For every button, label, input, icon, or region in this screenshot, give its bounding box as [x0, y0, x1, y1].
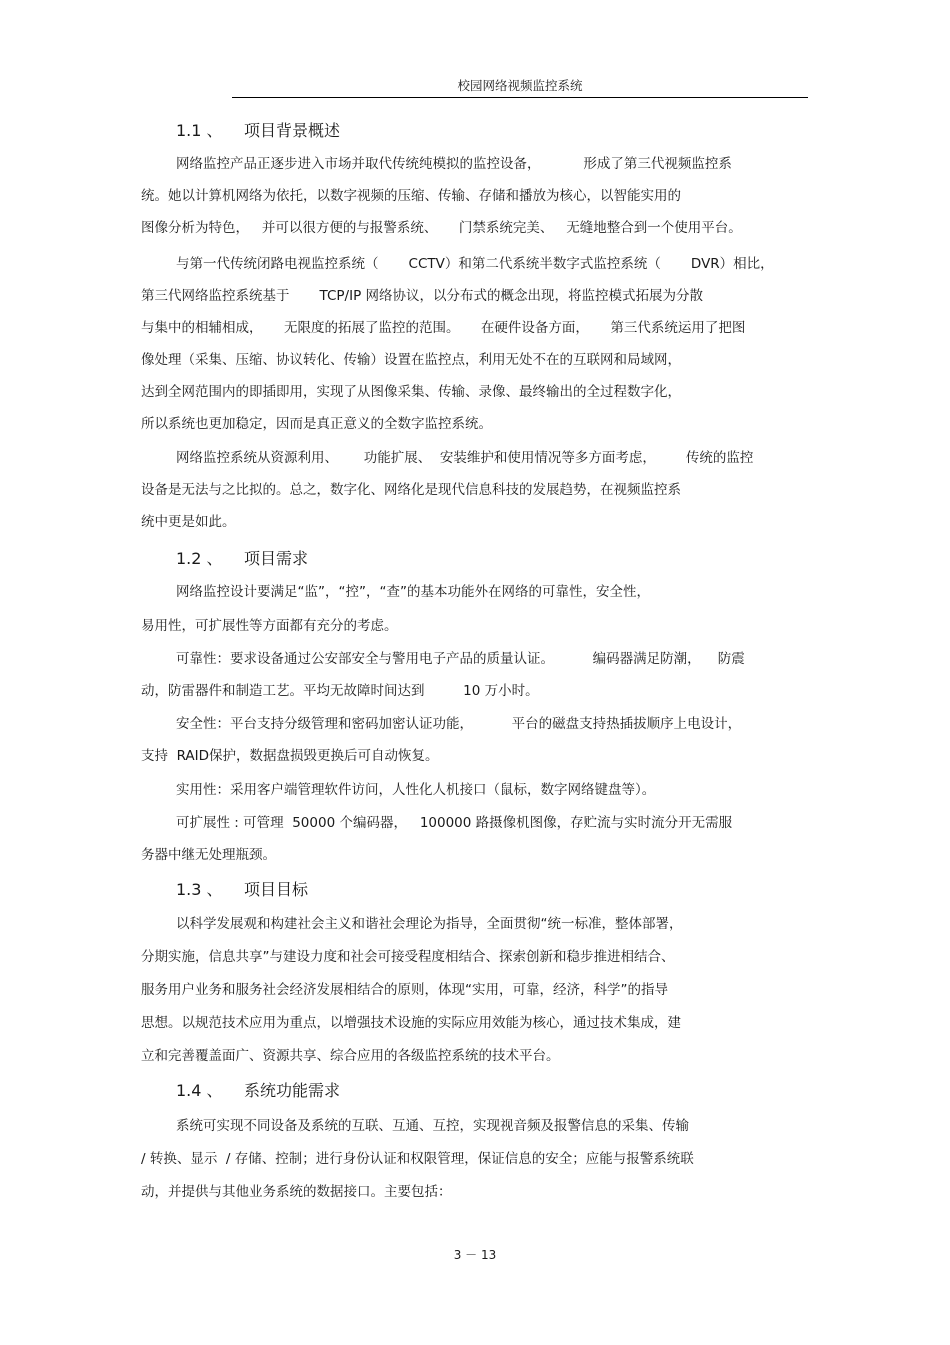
paragraph-line: 可扩展性 : 可管理 50000 个编码器， 100000 路摄像机图像，存贮流与实时流分开无需服 — [176, 815, 733, 831]
paragraph-line: 像处理（采集、压缩、协议转化、传输）设置在监控点，利用无处不在的互联网和局域网， — [141, 352, 681, 368]
paragraph-line: / 转换、显示 / 存储、控制；进行身份认证和权限管理，保证信息的安全；应能与报警系统联 — [141, 1151, 694, 1167]
paragraph-line: 可靠性：要求设备通过公安部安全与警用电子产品的质量认证。 编码器满足防潮， 防震 — [176, 651, 745, 667]
section-title: 系统功能需求 — [244, 1081, 341, 1100]
paragraph-line: 实用性：采用客户端管理软件访问，人性化人机接口（鼠标，数字网络键盘等）。 — [176, 782, 656, 798]
paragraph-line: 统。她以计算机网络为依托，以数字视频的压缩、传输、存储和播放为核心，以智能实用的 — [141, 188, 681, 204]
section-number: 1.1 、 — [176, 121, 223, 140]
paragraph-line: 所以系统也更加稳定，因而是真正意义的全数字监控系统。 — [141, 416, 492, 432]
paragraph-line: 务器中继无处理瓶颈。 — [141, 847, 276, 863]
section-heading-1-2 — [176, 549, 308, 569]
running-header: 校园网络视频监控系统 — [457, 78, 583, 93]
paragraph-line: 统中更是如此。 — [141, 514, 236, 530]
section-heading-1-1 — [176, 121, 340, 141]
paragraph-line: 第三代网络监控系统基于 TCP/IP 网络协议，以分布式的概念出现，将监控模式拓展为分散 — [141, 288, 704, 304]
paragraph-line: 立和完善覆盖面广、资源共享、综合应用的各级监控系统的技术平台。 — [141, 1048, 560, 1064]
paragraph-line: 网络监控系统从资源利用、 功能扩展、 安装维护和使用情况等多方面考虑， 传统的监控 — [176, 450, 754, 466]
paragraph-line: 动，防雷器件和制造工艺。平均无故障时间达到 10 万小时。 — [141, 683, 539, 699]
paragraph-line: 网络监控设计要满足“监”，“控”，“查”的基本功能外在网络的可靠性，安全性， — [176, 584, 650, 600]
section-number: 1.4 、 — [176, 1081, 223, 1100]
paragraph-line: 易用性，可扩展性等方面都有充分的考虑。 — [141, 618, 398, 634]
section-title: 项目背景概述 — [244, 121, 341, 140]
paragraph-line: 与第一代传统闭路电视监控系统（ CCTV）和第二代系统半数字式监控系统（ DVR）相比， — [176, 256, 774, 272]
page-number: 3 － 13 — [453, 1248, 497, 1262]
paragraph-line: 设备是无法与之比拟的。总之，数字化、网络化是现代信息科技的发展趋势，在视频监控系 — [141, 482, 681, 498]
paragraph-line: 思想。以规范技术应用为重点，以增强技术设施的实际应用效能为核心，通过技术集成，建 — [141, 1015, 681, 1031]
paragraph-line: 服务用户业务和服务社会经济发展相结合的原则，体现“实用，可靠，经济，科学”的指导 — [141, 982, 668, 998]
paragraph-line: 以科学发展观和构建社会主义和谐社会理论为指导，全面贯彻“统一标准，整体部署， — [176, 916, 683, 932]
paragraph-line: 系统可实现不同设备及系统的互联、互通、互控，实现视音频及报警信息的采集、传输 — [176, 1118, 689, 1134]
paragraph-line: 与集中的相辅相成， 无限度的拓展了监控的范围。 在硬件设备方面， 第三代系统运用了把图 — [141, 320, 746, 336]
paragraph-line: 分期实施，信息共享”与建设力度和社会可接受程度相结合、探索创新和稳步推进相结合、 — [141, 949, 675, 965]
section-title: 项目需求 — [244, 549, 309, 568]
section-number: 1.2 、 — [176, 549, 223, 568]
section-heading-1-4 — [176, 1081, 340, 1101]
paragraph-line: 图像分析为特色， 并可以很方便的与报警系统、 门禁系统完美、 无缝地整合到一个使用平台。 — [141, 220, 742, 236]
paragraph-line: 动，并提供与其他业务系统的数据接口。主要包括： — [141, 1184, 452, 1200]
paragraph-line: 支持 RAID保护，数据盘损毁更换后可自动恢复。 — [141, 748, 439, 764]
header-rule — [232, 97, 808, 98]
paragraph-line: 网络监控产品正逐步进入市场并取代传统纯模拟的监控设备， 形成了第三代视频监控系 — [176, 156, 732, 172]
section-title: 项目目标 — [244, 880, 309, 899]
paragraph-line: 达到全网范围内的即插即用，实现了从图像采集、传输、录像、最终输出的全过程数字化， — [141, 384, 681, 400]
paragraph-line: 安全性：平台支持分级管理和密码加密认证功能， 平台的磁盘支持热插拔顺序上电设计， — [176, 716, 742, 732]
section-heading-1-3 — [176, 880, 308, 900]
section-number: 1.3 、 — [176, 880, 223, 899]
